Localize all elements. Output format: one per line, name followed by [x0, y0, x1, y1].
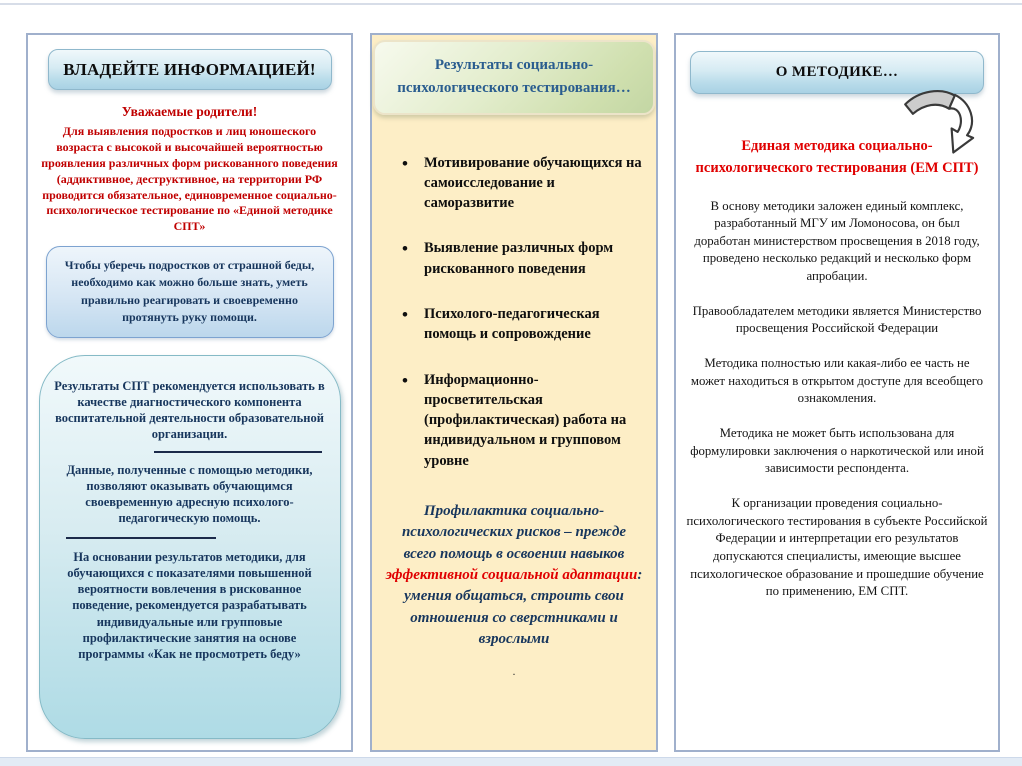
middle-header-title: Результаты социально-психологического тестирования… [397, 57, 631, 97]
prevention-text-end: : умения общаться, строить свои отношения со сверстниками и взрослыми [404, 566, 643, 647]
list-item: • Психолого-педагогическая помощь и сопровождение [402, 304, 642, 345]
info-paragraph-1: Результаты СПТ рекомендуется использовать в качестве диагностического компонента воспитательной деятельности образовательной организации. [54, 378, 325, 442]
left-header-title: ВЛАДЕЙТЕ ИНФОРМАЦИЕЙ! [63, 60, 316, 79]
methodology-paragraph: Методика полностью или какая-либо ее часть не может находиться в открытом доступе для всеобщего ознакомления. [690, 356, 984, 406]
panel-about-methodology [674, 33, 1000, 752]
methodology-paragraph: Правообладателем методики является Министерство просвещения Российской Федерации [692, 303, 982, 336]
curved-arrow-icon [900, 79, 986, 171]
panel-own-the-information [26, 33, 353, 752]
intro-paragraph: Для выявления подростков и лиц юношеского возраста с высокой и высочайшей вероятностью проявления различных форм рискованного поведения (аддиктивное, деструктивное, на территории РФ проводится обязательное, единовременное социально-психологическое тестирование по «Единой методике СПТ» [41, 124, 338, 234]
list-item: • Мотивирование обучающихся на самоисследование и саморазвитие [402, 153, 642, 214]
prevention-text-highlight: эффективной социальной адаптации [385, 566, 638, 583]
divider-line [66, 537, 216, 539]
callout-box [46, 246, 334, 338]
info-paragraph-2: Данные, полученные с помощью методики, позволяют оказывать обучающимся своевременную адресную психолого-педагогическую помощь. [66, 462, 313, 526]
methodology-title: Единая методика социально-психологического тестирования (ЕМ СПТ) [695, 138, 979, 176]
methodology-paragraph: К организации проведения социально-психологического тестирования в субъекте Российской Федерации и интерпретации его результатов допускаются специалисты, имеющие высшее психологическое образование и прошедшие обучение по применению, ЕМ СПТ. [686, 496, 988, 599]
info-paragraph-3: На основании результатов методики, для обучающихся с показателями повышенной вероятности вовлечения в рискованное поведение, рекомендуется разрабатывать индивидуальные или групповые профилактические занятия на основе программы «Как не просмотреть беду» [67, 549, 312, 662]
results-list [372, 153, 656, 472]
methodology-paragraph: Методика не может быть использована для формулировки заключения о наркотической или иной зависимости респондента. [690, 426, 984, 476]
middle-header-box [373, 40, 655, 115]
footer-band [0, 757, 1022, 766]
prevention-text-start: Профилактика социально-психологических рисков – прежде всего помощь в освоении навыков [401, 503, 627, 562]
left-header-box [48, 49, 332, 90]
methodology-paragraph: В основу методики заложен единый комплекс, разработанный МГУ им Ломоносова, он был доработан министерством просвещения в 2018 году, проведено несколько редакций и несколько форм апробации. [694, 198, 980, 284]
divider-line [154, 451, 322, 453]
right-header-title: О МЕТОДИКЕ… [775, 64, 899, 80]
callout-text: Чтобы уберечь подростков от страшной беды, необходимо как можно больше знать, уметь правильно реагировать и своевременно протянуть руку помощи. [64, 258, 315, 325]
list-item: • Выявление различных форм рискованного поведения [402, 238, 642, 279]
panel-testing-results [370, 33, 658, 752]
list-item: • Информационно-просветительская (профилактическая) работа на индивидуальном и групповом уровне [402, 370, 642, 471]
parents-greeting: Уважаемые родители! [121, 104, 258, 120]
trailing-dot: . [512, 664, 516, 679]
top-edge-line [0, 3, 1022, 5]
recommendations-box [39, 355, 341, 739]
prevention-paragraph [384, 501, 644, 650]
